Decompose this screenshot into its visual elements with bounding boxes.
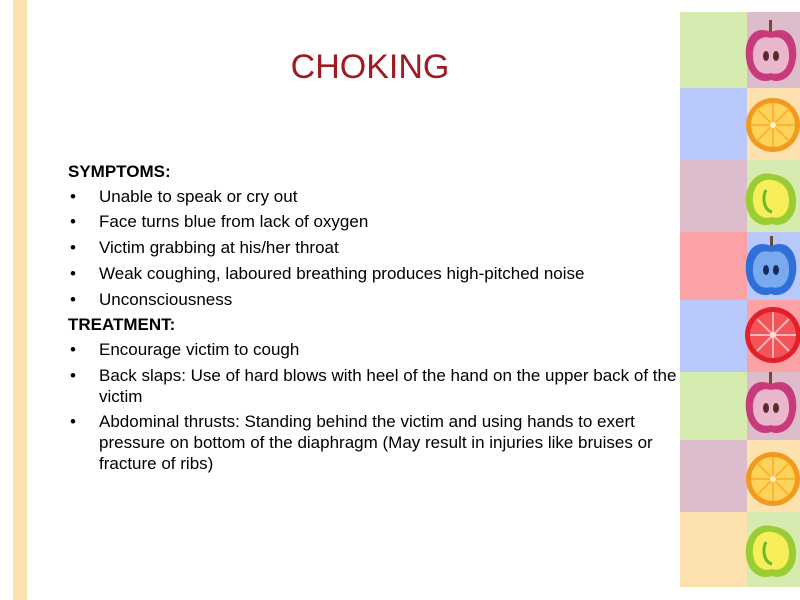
list-item <box>68 187 678 208</box>
slide-body <box>68 160 678 480</box>
tile-green <box>680 12 747 88</box>
fruit-tile-column <box>680 12 800 587</box>
bullet-icon: • <box>70 238 76 258</box>
list-item-text: Weak coughing, laboured breathing produces high-pitched noise <box>99 263 585 283</box>
list-item-text: Face turns blue from lack of oxygen <box>99 212 369 232</box>
left-decorative-strip <box>13 0 27 600</box>
tile-mauve <box>680 440 747 512</box>
lime-half-icon <box>742 520 800 584</box>
list-item-text: Abdominal thrusts: Standing behind the victim and using hands to exert pressure on bottom of the diaphragm (May result in injuries like bruises or fracture of ribs) <box>99 412 653 473</box>
tile-blue <box>680 300 747 372</box>
slide-title: CHOKING <box>290 48 450 86</box>
list-item-text: Back slaps: Use of hard blows with heel of the hand on the upper back of the victim <box>99 365 677 406</box>
bullet-icon: • <box>70 412 76 432</box>
list-item-text: Unconsciousness <box>99 289 233 309</box>
list-item <box>68 290 678 311</box>
symptoms-list <box>68 187 678 311</box>
orange-slice-icon <box>742 94 800 156</box>
list-item-text: Encourage victim to cough <box>99 340 300 360</box>
treatment-list <box>68 340 678 474</box>
tile-green <box>680 372 747 440</box>
list-item <box>68 340 678 361</box>
orange-slice-icon <box>742 448 800 510</box>
list-item <box>68 412 678 474</box>
bullet-icon: • <box>70 340 76 360</box>
apple-half-icon <box>742 236 800 298</box>
apple-half-icon <box>742 372 800 438</box>
tile-pink <box>680 232 747 300</box>
tile-mauve <box>680 160 747 232</box>
lime-half-icon <box>742 168 800 230</box>
bullet-icon: • <box>70 186 76 206</box>
list-item <box>68 238 678 259</box>
bullet-icon: • <box>70 212 76 232</box>
list-item <box>68 212 678 233</box>
treatment-heading: TREATMENT: <box>68 315 176 335</box>
tile-peach <box>680 512 747 587</box>
list-item <box>68 366 678 407</box>
grapefruit-slice-icon <box>742 302 800 368</box>
bullet-icon: • <box>70 365 76 385</box>
tile-blue <box>680 88 747 160</box>
bullet-icon: • <box>70 263 76 283</box>
list-item-text: Unable to speak or cry out <box>99 186 298 206</box>
symptoms-heading: SYMPTOMS: <box>68 162 171 181</box>
list-item-text: Victim grabbing at his/her throat <box>99 238 339 258</box>
apple-half-icon <box>742 20 800 86</box>
bullet-icon: • <box>70 289 76 309</box>
list-item <box>68 264 678 285</box>
